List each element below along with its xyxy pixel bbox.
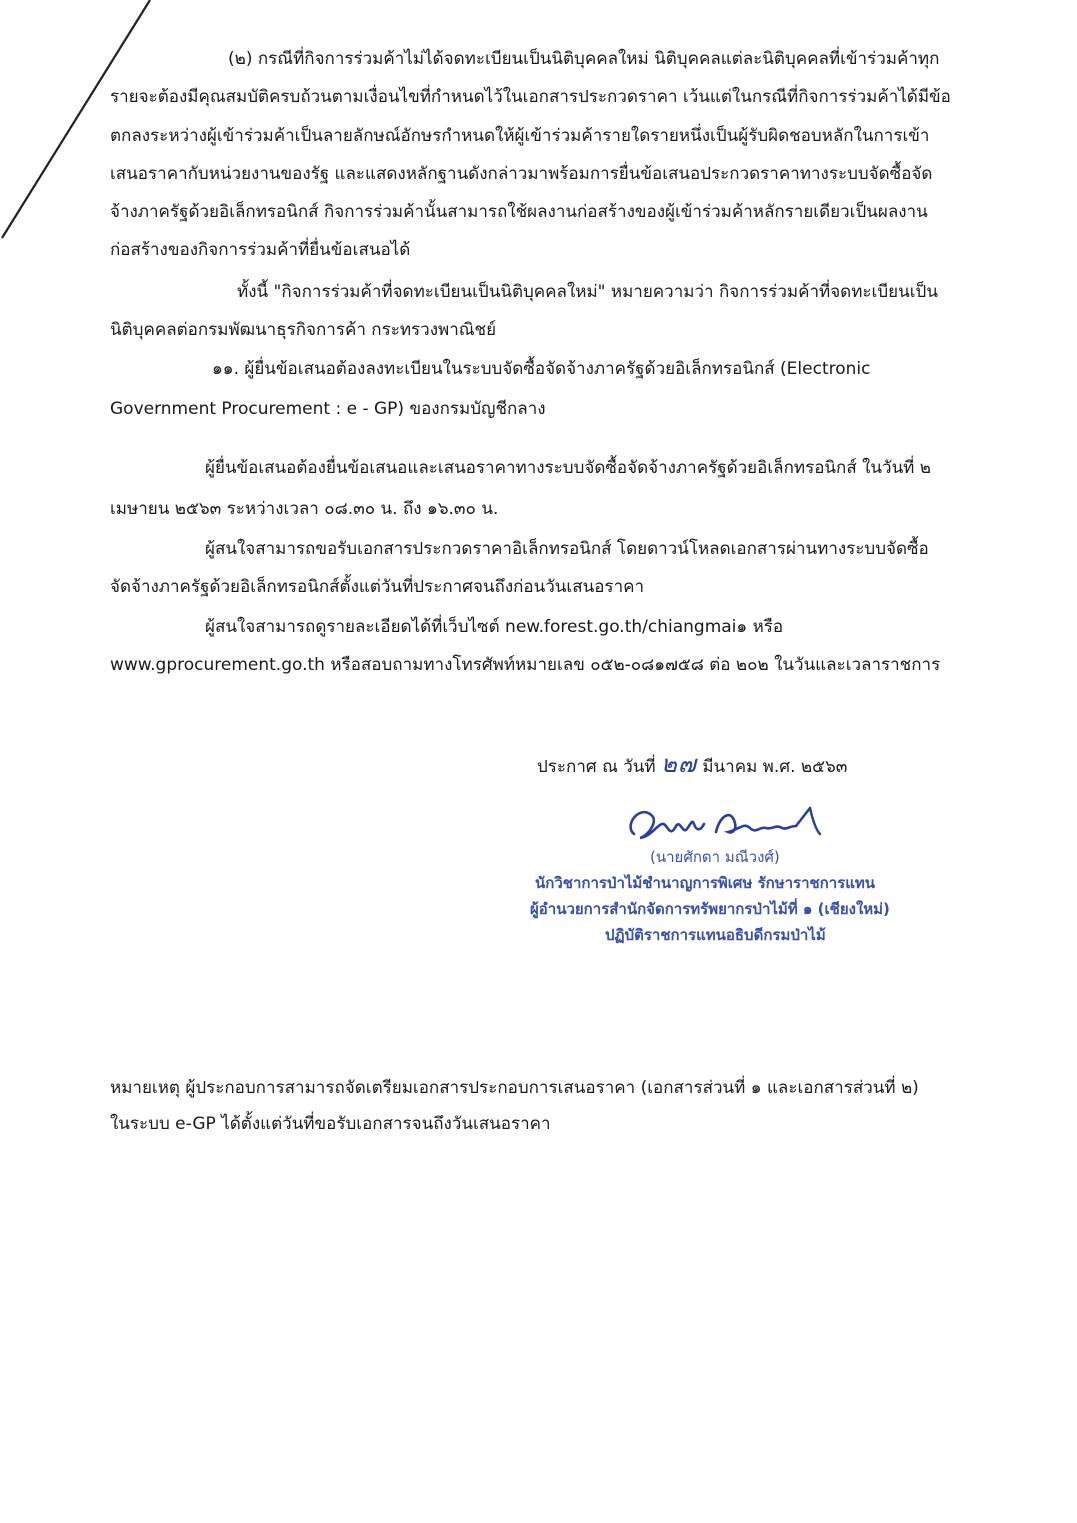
announce-day: ๒๗ bbox=[661, 750, 697, 778]
para-line: ตกลงระหว่างผู้เข้าร่วมค้าเป็นลายลักษณ์อักษรกำหนดให้ผู้เข้าร่วมค้ารายใดรายหนึ่งเป็นผู้รับผิดชอบหลักในการเข้า bbox=[110, 126, 930, 146]
para-line: www.gprocurement.go.th หรือสอบถามทางโทรศัพท์หมายเลข ๐๕๒-๐๘๑๗๕๘ ต่อ ๒๐๒ ในวันและเวลาราชการ bbox=[110, 655, 941, 675]
para-line: ทั้งนี้ "กิจการร่วมค้าที่จดทะเบียนเป็นนิติบุคคลใหม่" หมายความว่า กิจการร่วมค้าที่จดทะเบียนเป็น bbox=[237, 282, 938, 302]
signature-icon bbox=[620, 796, 840, 850]
para-line: จัดจ้างภาครัฐด้วยอิเล็กทรอนิกส์ตั้งแต่วันที่ประกาศจนถึงก่อนวันเสนอราคา bbox=[110, 577, 645, 597]
note-line: ในระบบ e-GP ได้ตั้งแต่วันที่ขอรับเอกสารจนถึงวันเสนอราคา bbox=[110, 1114, 551, 1134]
para-line: Government Procurement : e - GP) ของกรมบัญชีกลาง bbox=[110, 399, 546, 419]
para-line: จ้างภาครัฐด้วยอิเล็กทรอนิกส์ กิจการร่วมค้านั้นสามารถใช้ผลงานก่อสร้างของผู้เข้าร่วมค้าหลักรายเดียวเป็นผลงาน bbox=[110, 202, 928, 222]
signer-title-3: ปฏิบัติราชการแทนอธิบดีกรมป่าไม้ bbox=[605, 926, 826, 944]
para-line: ก่อสร้างของกิจการร่วมค้าที่ยื่นข้อเสนอได้ bbox=[110, 240, 411, 260]
para-line: ผู้ยื่นข้อเสนอต้องยื่นข้อเสนอและเสนอราคาทางระบบจัดซื้อจัดจ้างภาครัฐด้วยอิเล็กทรอนิกส์ ในวันที่ ๒ bbox=[205, 458, 932, 478]
signer-title-1: นักวิชาการป่าไม้ชำนาญการพิเศษ รักษาราชการแทน bbox=[535, 874, 876, 892]
note-line: หมายเหตุ ผู้ประกอบการสามารถจัดเตรียมเอกสารประกอบการเสนอราคา (เอกสารส่วนที่ ๑ และเอกสารส่วนที่ ๒) bbox=[110, 1078, 919, 1098]
para-line: เมษายน ๒๕๖๓ ระหว่างเวลา ๐๘.๓๐ น. ถึง ๑๖.๓๐ น. bbox=[110, 499, 499, 519]
signer-title-2: ผู้อำนวยการสำนักจัดการทรัพยากรป่าไม้ที่ ๑ (เชียงใหม่) bbox=[530, 900, 890, 918]
signer-name: (นายศักดา มณีวงศ์) bbox=[650, 848, 780, 866]
para-line: ผู้สนใจสามารถดูรายละเอียดได้ที่เว็บไซต์ new.forest.go.th/chiangmai๑ หรือ bbox=[205, 617, 784, 637]
para-line: เสนอราคากับหน่วยงานของรัฐ และแสดงหลักฐานดังกล่าวมาพร้อมการยื่นข้อเสนอประกวดราคาทางระบบจัดซื้อจัด bbox=[110, 164, 933, 184]
announce-date bbox=[537, 752, 847, 779]
announce-prefix: ประกาศ ณ วันที่ bbox=[537, 757, 656, 777]
para-line: (๒) กรณีที่กิจการร่วมค้าไม่ได้จดทะเบียนเป็นนิติบุคคลใหม่ นิติบุคคลแต่ละนิติบุคคลที่เข้าร่วมค้าทุก bbox=[228, 49, 940, 69]
para-line: นิติบุคคลต่อกรมพัฒนาธุรกิจการค้า กระทรวงพาณิชย์ bbox=[110, 320, 497, 340]
para-line: ผู้สนใจสามารถขอรับเอกสารประกวดราคาอิเล็กทรอนิกส์ โดยดาวน์โหลดเอกสารผ่านทางระบบจัดซื้อ bbox=[205, 539, 929, 559]
para-line: รายจะต้องมีคุณสมบัติครบถ้วนตามเงื่อนไขที่กำหนดไว้ในเอกสารประกวดราคา เว้นแต่ในกรณีที่กิจการร่วมค้าได้มีข้อ bbox=[110, 87, 951, 107]
para-line: ๑๑. ผู้ยื่นข้อเสนอต้องลงทะเบียนในระบบจัดซื้อจัดจ้างภาครัฐด้วยอิเล็กทรอนิกส์ (Electronic bbox=[212, 359, 871, 379]
announce-suffix: มีนาคม พ.ศ. ๒๕๖๓ bbox=[702, 757, 848, 777]
